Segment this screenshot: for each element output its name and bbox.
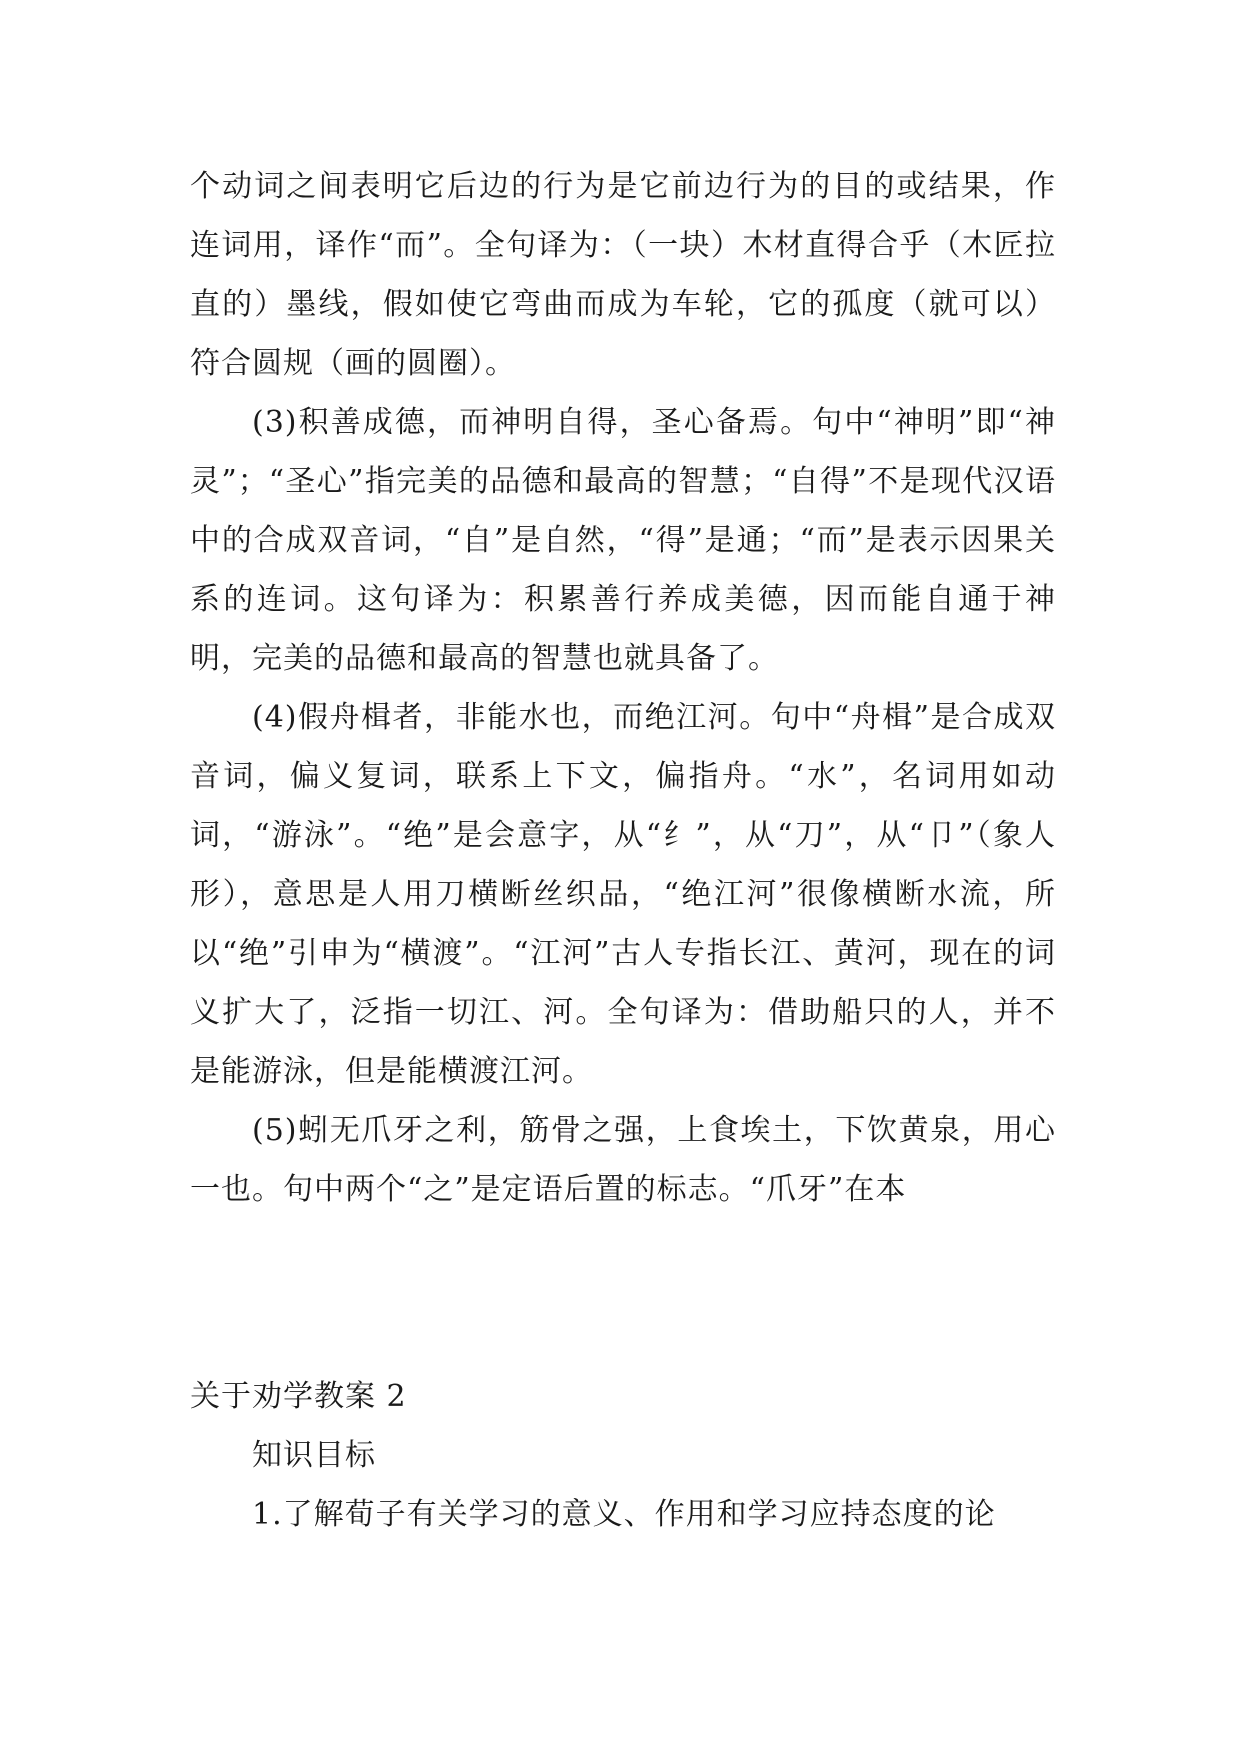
paragraph-item-4: (4)假舟楫者，非能水也，而绝江河。句中“舟楫”是合成双音词，偏义复词，联系上下文，偏指舟。“水”，名词用如动词，“游泳”。“绝”是会意字，从“纟”，从“刀”，从“卩”（象人形），意思是人用刀横断丝织品，“绝江河”很像横断水流，所以“绝”引申为“横渡”。“江河”古人专指长江、黄河，现在的词义扩大了，泛指一切江、河。全句译为：借助船只的人，并不是能游泳，但是能横渡江河。 xyxy=(190,700,1056,1089)
document-body xyxy=(190,157,1056,1219)
section-subtitle: 知识目标 xyxy=(252,1438,376,1473)
paragraph-translation-continuation: 个动词之间表明它后边的行为是它前边行为的目的或结果，作连词用，译作“而”。全句译为：（一块）木材直得合乎（木匠拉直的）墨线，假如使它弯曲而成为车轮，它的孤度（就可以）符合圆规（画的圆圈）。 xyxy=(190,169,1056,381)
paragraph-item-3: (3)积善成德，而神明自得，圣心备焉。句中“神明”即“神灵”；“圣心”指完美的品德和最高的智慧；“自得”不是现代汉语中的合成双音词，“自”是自然，“得”是通；“而”是表示因果关系的连词。这句译为：积累善行养成美德，因而能自通于神明，完美的品德和最高的智慧也就具备了。 xyxy=(190,405,1056,676)
paragraph-item-5: (5)蚓无爪牙之利，筋骨之强，上食埃土，下饮黄泉，用心一也。句中两个“之”是定语后置的标志。“爪牙”在本 xyxy=(190,1113,1056,1207)
section-item-1: 1.了解荀子有关学习的意义、作用和学习应持态度的论 xyxy=(252,1497,996,1532)
section-title: 关于劝学教案 2 xyxy=(190,1379,407,1414)
document-section-2 xyxy=(190,1367,1056,1544)
